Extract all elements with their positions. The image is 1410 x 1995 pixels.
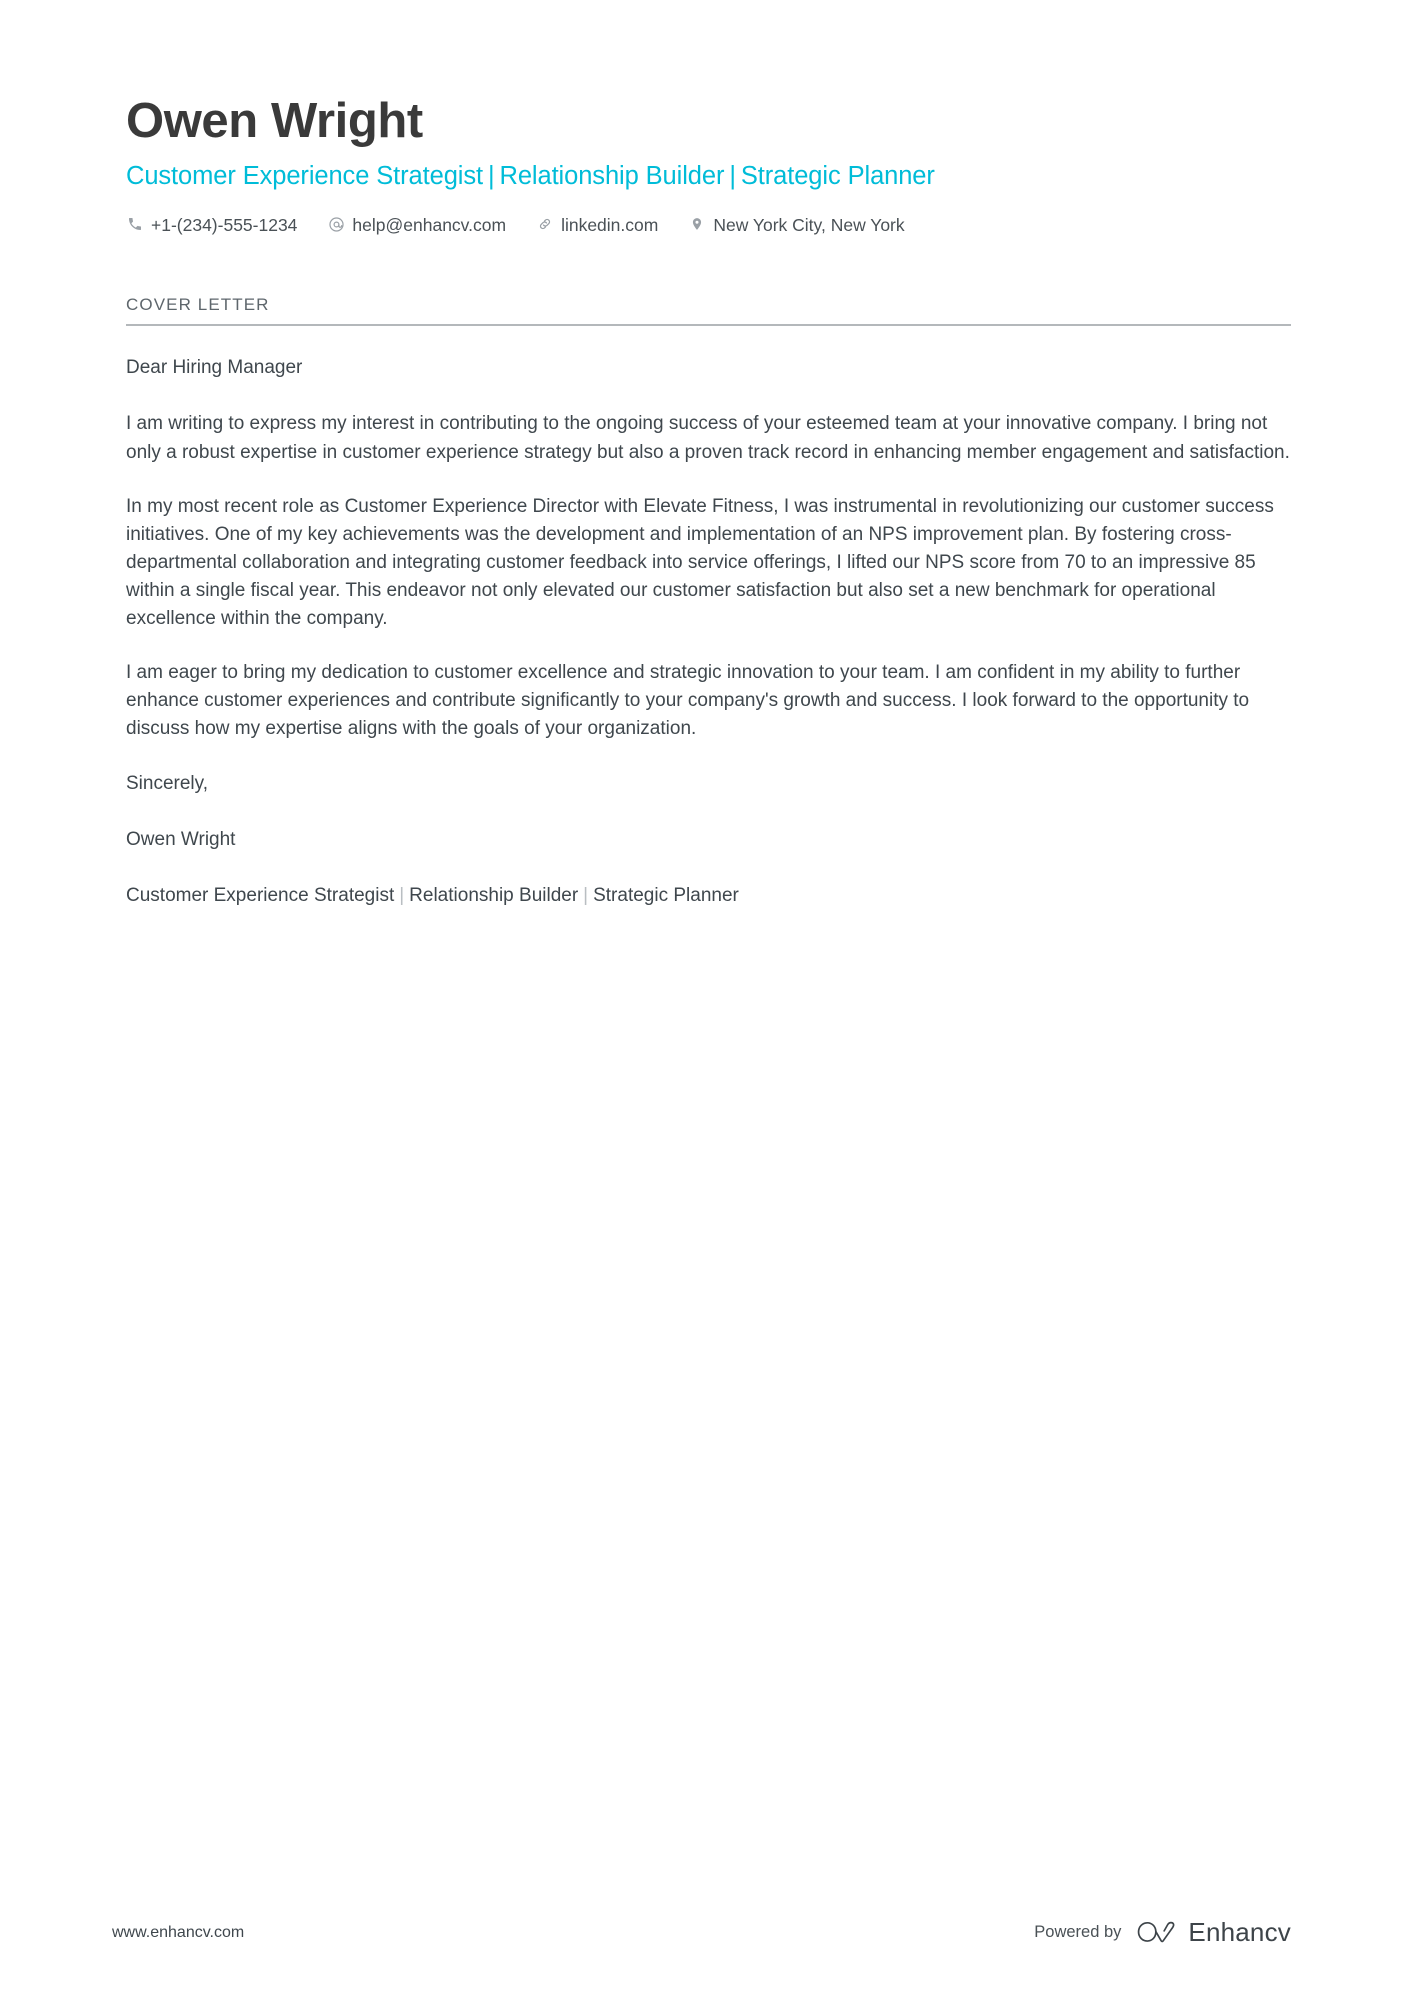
- signature-title-part-2: Relationship Builder: [409, 884, 579, 906]
- candidate-name: Owen Wright: [126, 94, 423, 148]
- section-title-cover-letter: COVER LETTER: [126, 295, 270, 315]
- document-footer: [0, 1875, 1410, 1995]
- contact-phone-text: +1-(234)-555-1234: [151, 214, 298, 235]
- headline-part-2: Relationship Builder: [499, 162, 725, 191]
- candidate-headline: [126, 161, 1291, 193]
- cover-letter-section: [126, 295, 1291, 910]
- contact-item-email[interactable]: [327, 215, 506, 233]
- signature-title-separator-2: |: [583, 884, 589, 906]
- contact-link-text: linkedin.com: [561, 214, 659, 235]
- letter-paragraph-1: I am writing to express my interest in contributing to the ongoing success of your esteemed team at your innovative company. I bring not only a robust expertise in customer experience strategy but also a proven track record in enhancing member engagement and satisfaction.: [126, 413, 1290, 463]
- document-header: [126, 0, 1291, 233]
- enhancv-infinity-logo-icon: [1135, 1919, 1177, 1945]
- signature-title-part-3: Strategic Planner: [593, 884, 739, 906]
- link-icon: [536, 215, 554, 233]
- contact-item-location: [688, 215, 904, 233]
- letter-signature-title: [126, 882, 1291, 910]
- letter-paragraph-2: In my most recent role as Customer Experience Director with Elevate Fitness, I was instrumental in revolutionizing our customer success initiatives. One of my key achievements was the development and implementation of an NPS improvement plan. By fostering cross-departmental collaboration and integrating customer feedback into service offerings, I lifted our NPS score from 70 to an impressive 85 within a single fiscal year. This endeavor not only elevated our customer satisfaction but also set a new benchmark for operational excellence within the company.: [126, 495, 1274, 630]
- enhancv-brand-name: Enhancv: [1188, 1917, 1291, 1947]
- letter-body: [126, 354, 1291, 910]
- page-content: [126, 0, 1291, 910]
- contact-item-link[interactable]: [536, 215, 658, 233]
- phone-icon: [126, 215, 144, 233]
- contact-row: [126, 215, 1291, 233]
- powered-by-label: Powered by: [1034, 1922, 1122, 1941]
- letter-closing: Sincerely,: [126, 772, 209, 794]
- location-pin-icon: [688, 215, 706, 233]
- email-icon: [327, 215, 345, 233]
- headline-part-1: Customer Experience Strategist: [126, 162, 483, 191]
- footer-powered-by: [1034, 1919, 1291, 1945]
- footer-website-url[interactable]: www.enhancv.com: [112, 1924, 245, 1941]
- contact-location-text: New York City, New York: [713, 214, 905, 235]
- contact-item-phone[interactable]: [126, 215, 297, 233]
- contact-email-text: help@enhancv.com: [352, 214, 507, 235]
- headline-part-3: Strategic Planner: [740, 162, 935, 191]
- section-divider: [126, 324, 1291, 326]
- enhancv-brand[interactable]: [1135, 1919, 1291, 1945]
- signature-title-separator-1: |: [399, 884, 405, 906]
- headline-separator-1: |: [488, 162, 495, 191]
- letter-paragraph-3: I am eager to bring my dedication to customer excellence and strategic innovation to your team. I am confident in my ability to further enhance customer experiences and contribute significantly to your company's growth and success. I look forward to the opportunity to discuss how my expertise aligns with the goals of your organization.: [126, 662, 1250, 740]
- headline-separator-2: |: [729, 162, 736, 191]
- letter-salutation: Dear Hiring Manager: [126, 357, 303, 379]
- letter-signature-name: Owen Wright: [126, 828, 236, 850]
- signature-title-part-1: Customer Experience Strategist: [126, 884, 395, 906]
